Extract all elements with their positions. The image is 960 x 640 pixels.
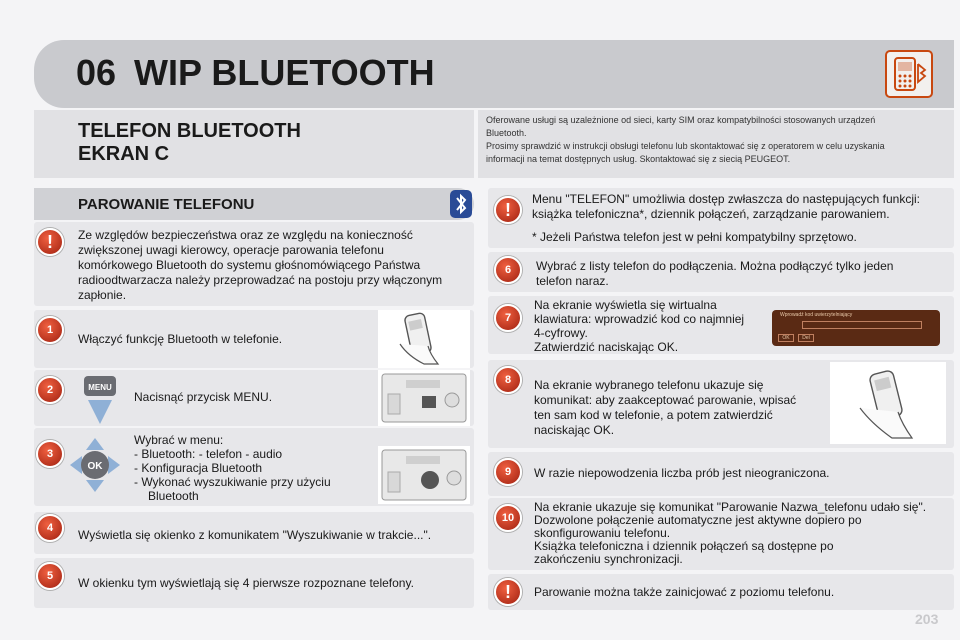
step-3-line: - Bluetooth: - telefon - audio [134,447,283,461]
warning-line: radioodtwarzacza należy przeprowadzać na postoju przy włączonym [78,273,443,287]
step-7-line: klawiatura: wprowadzić kod co najmniej [534,312,745,326]
step-10-line: zakończeniu synchronizacji. [534,552,683,566]
warning-line: Ze względów bezpieczeństwa oraz ze względu na konieczność [78,228,413,242]
bluetooth-icon [450,190,472,218]
chapter-number: 06 [76,52,117,93]
warning-line: zapłonie. [78,288,127,302]
subheader-line-2: EKRAN C [78,143,170,165]
page-number: 203 [915,611,939,627]
step-3-line: Bluetooth [148,489,199,503]
step-10-line: Dozwolone połączenie automatyczne jest aktywne dopiero po [534,513,862,527]
step-8-badge: 8 [494,366,522,394]
step-9-badge: 9 [494,458,522,486]
step-4-text: Wyświetla się okienko z komunikatem "Wyszukiwanie w trakcie...". [78,528,432,542]
safety-warning-text [78,228,470,303]
step-6-line: telefon naraz. [536,274,609,288]
bottom-warning-badge: ! [494,578,522,606]
ok-dial-icon [68,436,122,494]
step-6-badge: 6 [494,256,522,284]
info-line: Menu "TELEFON" umożliwia dostęp zwłaszcza do następujących funkcji: [532,192,921,206]
screen-del-button: Del [798,334,814,342]
service-note-line: Bluetooth. [486,128,527,138]
step-7-text [534,298,744,354]
step-6-text [536,259,893,289]
radio-panel-illustration [378,370,470,426]
step-10-line: Na ekranie ukazuje się komunikat "Parowanie Nazwa_telefonu udało się". [534,500,927,514]
warning-line: zwiększonej uwagi kierowcy, operacje parowania telefonu [78,243,384,257]
step-3-text [134,433,331,503]
step-8-line: naciskając OK. [534,423,615,437]
service-note [478,110,954,178]
step-10-badge: 10 [494,504,522,532]
step-7-badge: 7 [494,304,522,332]
virtual-keyboard-screen [772,310,940,346]
step-7-line: 4-cyfrowy. [534,326,588,340]
service-note-line: Prosimy sprawdzić w instrukcji obsługi telefonu lub skontaktować się z operatorem w celu uzyskania [486,141,885,151]
step-1-badge: 1 [36,316,64,344]
menu-key-label: MENU [88,383,112,392]
code-entry-field [802,321,922,329]
step-5-badge: 5 [36,562,64,590]
subheader-line-1: TELEFON BLUETOOTH [78,120,301,142]
phone-hand-illustration [378,310,470,368]
phone-confirm-illustration [830,362,946,444]
warning-badge: ! [36,228,64,256]
step-8-line: Na ekranie wybranego telefonu ukazuje się [534,378,764,392]
phone-bluetooth-icon [885,50,933,98]
step-3-line: - Konfiguracja Bluetooth [134,461,263,475]
service-note-line: informacji na temat dostępnych usług. Skontaktować się z siecią PEUGEOT. [486,154,791,164]
step-6-line: Wybrać z listy telefon do podłączenia. Można podłączyć tylko jeden [536,259,894,273]
step-3-badge: 3 [36,440,64,468]
step-2-text: Nacisnąć przycisk MENU. [134,390,273,404]
step-7-line: Zatwierdzić naciskając OK. [534,340,679,354]
step-8-line: komunikat: aby zaakceptować parowanie, wpisać [534,393,797,407]
phone-menu-info-text [532,192,952,222]
warning-line: komórkowego Bluetooth do systemu głośnomówiącego Państwa [78,258,421,272]
ok-key-label: OK [87,461,103,472]
screen-caption: Wprowadź kod uwierzytelniający [780,312,853,318]
screen-ok-button: OK [778,334,794,342]
step-4-badge: 4 [36,514,64,542]
step-2-badge: 2 [36,376,64,404]
section-title: PAROWANIE TELEFONU [78,196,255,213]
service-note-line: Oferowane usługi są uzależnione od sieci, karty SIM oraz kompatybilności stosowanych urządzeń [486,115,876,125]
step-9-text: W razie niepowodzenia liczba prób jest nieograniczona. [534,466,830,480]
step-5-text: W okienku tym wyświetlają się 4 pierwsze rozpoznane telefony. [78,576,414,590]
chapter-title: WIP BLUETOOTH [134,52,435,93]
step-3-line: Wybrać w menu: [134,433,224,447]
step-8-line: ten sam kod w telefonie, a potem zatwierdzić [534,408,773,422]
step-7-line: Na ekranie wyświetla się wirtualna [534,298,717,312]
step-10-line: Książka telefoniczna i dziennik połączeń są dostępne po [534,539,834,553]
info-warning-badge: ! [494,196,522,224]
phone-pairing-note-text: Parowanie można także zainicjować z poziomu telefonu. [534,585,835,599]
radio-panel-illustration-2 [378,446,470,504]
menu-key-icon [80,372,120,426]
step-3-line: - Wykonać wyszukiwanie przy użyciu [134,475,331,489]
info-line: książka telefoniczna*, dziennik połączeń, zarządzanie parowaniem. [532,207,890,221]
step-10-line: skonfigurowaniu telefonu. [534,526,671,540]
compatibility-footnote: * Jeżeli Państwa telefon jest w pełni kompatybilny sprzętowo. [532,230,857,244]
step-8-text [534,378,796,438]
step-1-text: Włączyć funkcję Bluetooth w telefonie. [78,332,283,346]
step-10-text [534,501,926,566]
